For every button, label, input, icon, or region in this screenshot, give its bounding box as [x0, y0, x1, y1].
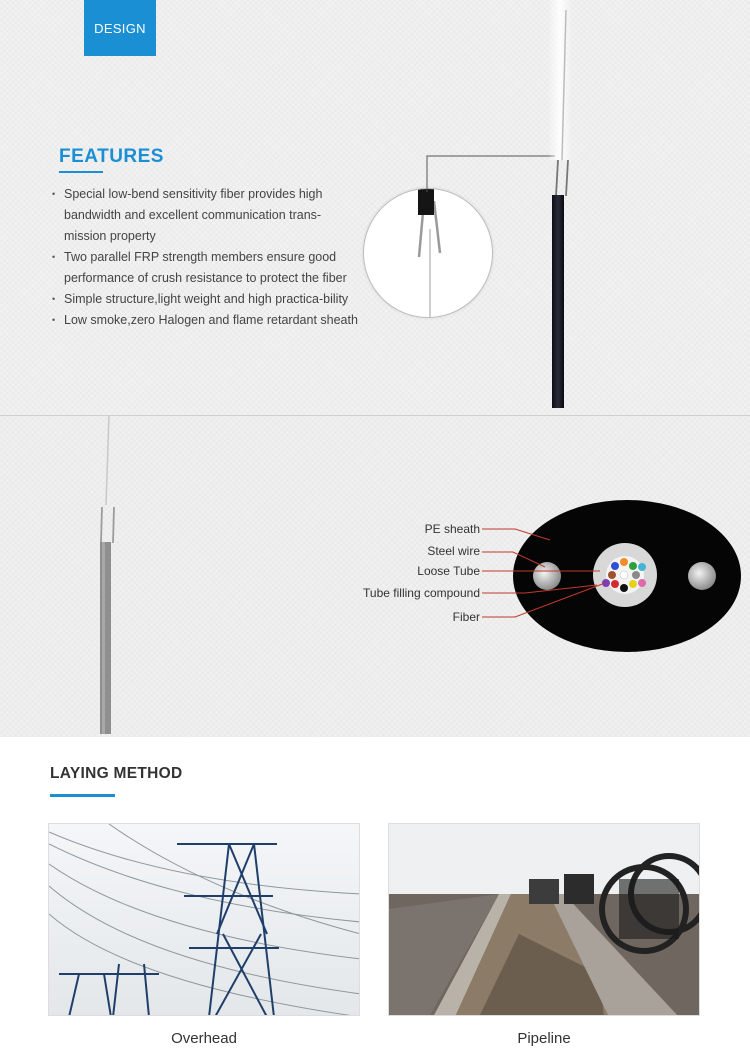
pipeline-illustration [389, 824, 700, 1016]
feature-item: • Low smoke,zero Halogen and flame retardant sheath [52, 310, 362, 331]
label-tube-filling-compound: Tube filling compound [363, 586, 480, 600]
label-loose-tube: Loose Tube [417, 564, 480, 578]
design-badge-label: DESIGN [94, 20, 146, 36]
label-fiber: Fiber [452, 610, 480, 624]
feature-item: • Simple structure,light weight and high practica-bility [52, 289, 362, 310]
design-badge [84, 0, 156, 56]
pipeline-caption: Pipeline [517, 1030, 571, 1047]
feature-item: • Two parallel FRP strength members ensure good performance of crush resistance to protect the fiber [52, 247, 362, 289]
label-steel-wire: Steel wire [427, 544, 480, 558]
pipeline-photo [388, 823, 700, 1016]
laying-method-underline [50, 794, 115, 797]
cable-cross-section-diagram [505, 495, 745, 660]
overhead-photo [48, 823, 360, 1016]
feature-item: • Special low-bend sensitivity fiber provides high bandwidth and excellent communication trans-mission property [52, 184, 362, 247]
cable-grey-illustration [90, 415, 126, 735]
laying-method-title: LAYING METHOD [50, 765, 183, 782]
features-list [52, 184, 362, 331]
cable-end-magnifier [363, 188, 493, 318]
features-underline [59, 171, 103, 173]
overhead-illustration [49, 824, 360, 1016]
cross-section-leader-stubs [480, 520, 510, 630]
overhead-caption: Overhead [171, 1030, 237, 1047]
cable-vertical-illustration [540, 0, 580, 412]
label-pe-sheath: PE sheath [424, 522, 480, 536]
cable-end-detail-illustration [364, 189, 493, 318]
features-title: FEATURES [59, 146, 164, 167]
